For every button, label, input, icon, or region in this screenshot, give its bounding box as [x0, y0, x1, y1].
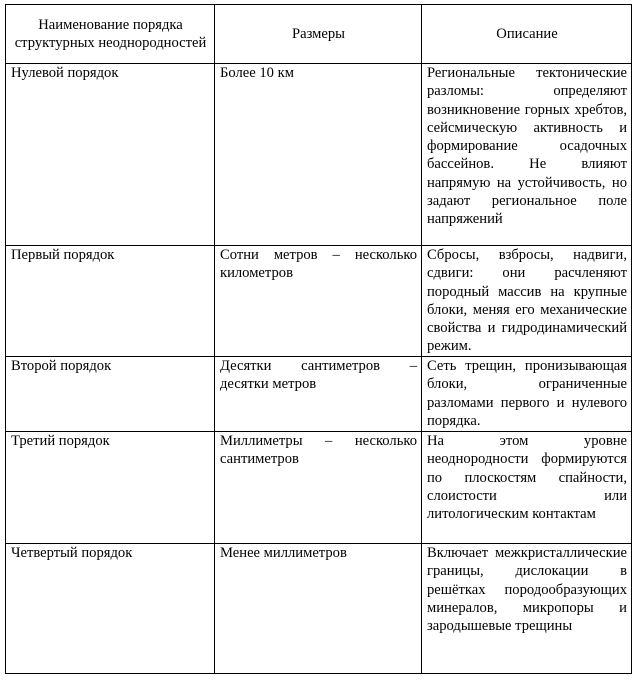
table-row	[6, 432, 632, 544]
size-cell: Менее миллиметров	[215, 544, 422, 674]
description-cell: Региональные тектонические разломы: определяют возникновение горных хребтов, сейсмическую активность и формирование осадочных бассейнов. Не влияют напрямую на устойчивость, но задают региональное поле напряжений	[422, 64, 632, 246]
table-row	[6, 544, 632, 674]
header-description: Описание	[422, 5, 632, 64]
header-order-name: Наименование порядка структурных неоднородностей	[6, 5, 215, 64]
description-cell: Сеть трещин, пронизывающая блоки, ограниченные разломами первого и нулевого порядка.	[422, 357, 632, 432]
description-cell: Включает межкристаллические границы, дислокации в решётках породообразующих минералов, микропоры и зародышевые трещины	[422, 544, 632, 674]
order-cell: Нулевой порядок	[6, 64, 215, 246]
heterogeneity-table	[5, 4, 632, 674]
description-cell: Сбросы, взбросы, надвиги, сдвиги: они расчленяют породный массив на крупные блоки, меняя его механические свойства и гидродинамический режим.	[422, 246, 632, 357]
size-cell: Миллиметры – несколько сантиметров	[215, 432, 422, 544]
order-cell: Четвертый порядок	[6, 544, 215, 674]
table-row	[6, 357, 632, 432]
table-header-row	[6, 5, 632, 64]
table-row	[6, 64, 632, 246]
size-cell: Сотни метров – несколько километров	[215, 246, 422, 357]
order-cell: Второй порядок	[6, 357, 215, 432]
order-cell: Третий порядок	[6, 432, 215, 544]
size-cell: Десятки сантиметров – десятки метров	[215, 357, 422, 432]
size-cell: Более 10 км	[215, 64, 422, 246]
table-row	[6, 246, 632, 357]
order-cell: Первый порядок	[6, 246, 215, 357]
header-size: Размеры	[215, 5, 422, 64]
description-cell: На этом уровне неоднородности формируются по плоскостям спайности, слоистости или литологическим контактам	[422, 432, 632, 544]
